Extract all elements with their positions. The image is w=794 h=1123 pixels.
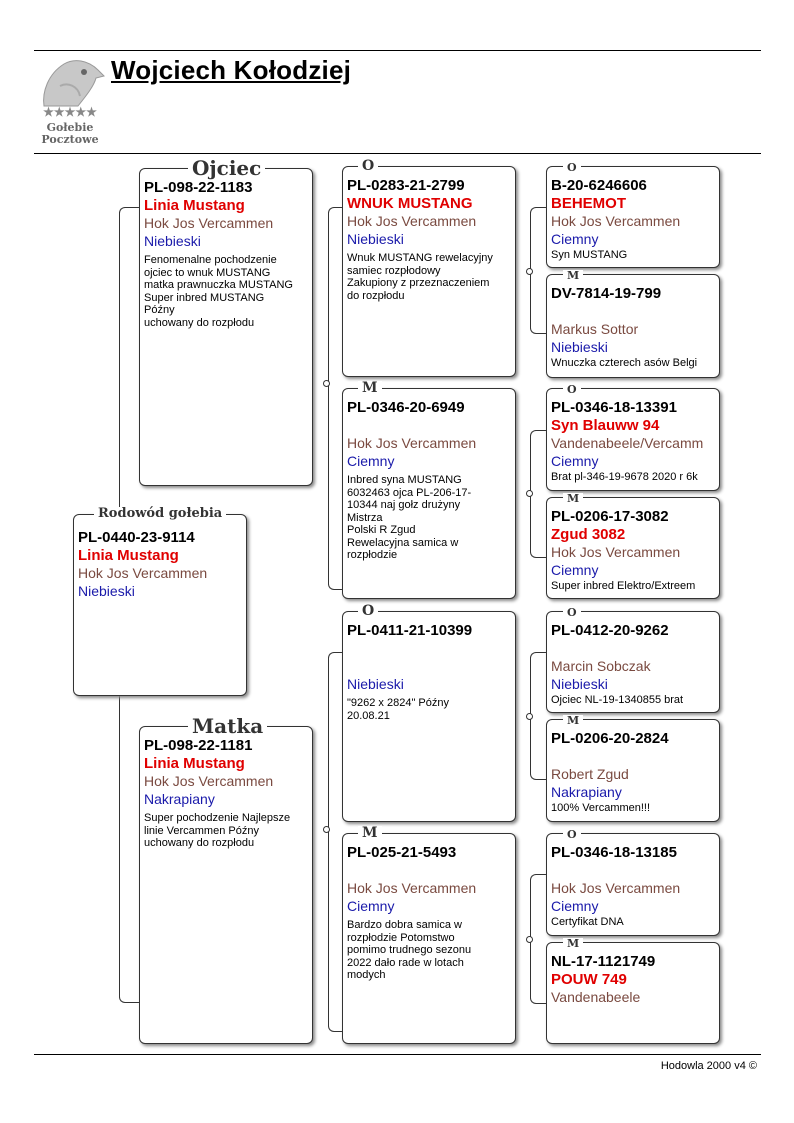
ring-number: PL-0440-23-9114: [78, 529, 195, 546]
pigeon-name: Linia Mustang: [78, 547, 179, 564]
breeder: Hok Jos Vercammen: [347, 880, 477, 896]
logo-line1: Gołebie: [46, 121, 94, 134]
notes: Bardzo dobra samica w rozpłodzie Potomstwo pomimo trudnego sezonu 2022 dało rade w lotach modych: [347, 919, 472, 981]
subject-card[interactable]: [73, 514, 247, 696]
connector-dot: [526, 490, 533, 497]
color: Niebieski: [78, 583, 135, 599]
color: Niebieski: [551, 676, 608, 692]
logo-line2: Pocztowe: [41, 133, 99, 146]
connector-mother-parents: [328, 652, 342, 1032]
color: Ciemny: [551, 453, 599, 469]
ring-number: PL-0346-18-13391: [551, 399, 677, 416]
notes: 100% Vercammen!!!: [551, 802, 651, 814]
notes: Brat pl-346-19-9678 2020 r 6k: [551, 471, 698, 483]
color: Ciemny: [551, 898, 599, 914]
mother-card[interactable]: [139, 726, 313, 1044]
ring-number: NL-17-1121749: [551, 953, 656, 970]
color: Nakrapiany: [551, 784, 622, 800]
father-card[interactable]: [139, 168, 313, 486]
pigeon-name: Linia Mustang: [144, 197, 245, 214]
color: Niebieski: [347, 676, 404, 692]
breeder: Hok Jos Vercammen: [551, 544, 681, 560]
fm-card[interactable]: [342, 388, 516, 599]
connector-dot: [526, 713, 533, 720]
page-title: Wojciech Kołodziej: [111, 55, 352, 85]
color: Ciemny: [551, 562, 599, 578]
dam-label: M: [358, 381, 382, 395]
pigeon-name: POUW 749: [551, 971, 627, 988]
breeder: Vandenabeele/Vercamm: [551, 435, 704, 451]
fff-card[interactable]: [546, 166, 720, 268]
ffm-card[interactable]: [546, 274, 720, 378]
pigeon-name: WNUK MUSTANG: [347, 195, 473, 212]
mm-card[interactable]: [342, 833, 516, 1044]
footer-rule: [34, 1054, 761, 1055]
connector-dot: [323, 826, 330, 833]
top-rule: [34, 50, 761, 51]
sire-label: O: [563, 384, 581, 395]
color: Niebieski: [347, 231, 404, 247]
color: Ciemny: [551, 231, 599, 247]
breeder: Robert Zgud: [551, 766, 629, 782]
notes: Ojciec NL-19-1340855 brat: [551, 694, 684, 706]
ring-number: PL-0346-18-13185: [551, 844, 677, 861]
notes: "9262 x 2824" Późny 20.08.21: [347, 697, 449, 722]
sire-label: O: [563, 162, 581, 173]
pigeon-name: Syn Blauww 94: [551, 417, 660, 434]
footer-credit: Hodowla 2000 v4 ©: [660, 1060, 757, 1072]
breeder: Marcin Sobczak: [551, 658, 651, 674]
dam-label: M: [358, 826, 382, 840]
header-rule: [34, 153, 761, 154]
dam-label: M: [563, 270, 583, 281]
ff-card[interactable]: [342, 166, 516, 377]
ring-number: PL-098-22-1183: [144, 179, 253, 196]
breeder: Hok Jos Vercammen: [551, 213, 681, 229]
notes: Super pochodzenie Najlepsze linie Vercammen Późny uchowany do rozpłodu: [144, 812, 291, 849]
color: Niebieski: [551, 339, 608, 355]
mmm-card[interactable]: [546, 942, 720, 1044]
breeder: Hok Jos Vercammen: [144, 773, 274, 789]
ring-number: PL-0283-21-2799: [347, 177, 465, 194]
breeder: Hok Jos Vercammen: [347, 213, 477, 229]
mf-card[interactable]: [342, 611, 516, 822]
fmf-card[interactable]: [546, 388, 720, 491]
notes: Inbred syna MUSTANG 6032463 ojca PL-206-17- 10344 naj gołz drużyny Mistrza Polski R Zgud Rewelacyjna samica w rozpłodzie: [347, 474, 472, 561]
pigeon-name: Zgud 3082: [551, 526, 626, 543]
ring-number: B-20-6246606: [551, 177, 647, 194]
connector-dot: [526, 936, 533, 943]
ring-number: DV-7814-19-799: [551, 285, 662, 302]
sire-label: O: [563, 607, 581, 618]
pigeon-name: BEHEMOT: [551, 195, 626, 212]
sire-label: O: [358, 604, 378, 618]
connector-dot: [526, 268, 533, 275]
breeder: Hok Jos Vercammen: [144, 215, 274, 231]
breeder: Hok Jos Vercammen: [78, 565, 208, 581]
connector-dot: [323, 380, 330, 387]
ring-number: PL-0206-20-2824: [551, 730, 669, 747]
breeder: Vandenabeele: [551, 989, 641, 1005]
ring-number: PL-098-22-1181: [144, 737, 253, 754]
mother-label: Matka: [188, 716, 267, 736]
pigeon-head-icon: [34, 56, 106, 108]
sire-label: O: [358, 159, 378, 173]
dam-label: M: [563, 715, 583, 726]
dam-label: M: [563, 493, 583, 504]
notes: Wnuk MUSTANG rewelacyjny samiec rozpłodowy Zakupiony z przeznaczeniem do rozpłodu: [347, 252, 493, 302]
notes: Certyfikat DNA: [551, 916, 624, 928]
ring-number: PL-0411-21-10399: [347, 622, 473, 639]
color: Ciemny: [347, 453, 395, 469]
breeder: Hok Jos Vercammen: [347, 435, 477, 451]
fmm-card[interactable]: [546, 497, 720, 599]
mfm-card[interactable]: [546, 719, 720, 822]
mmf-card[interactable]: [546, 833, 720, 936]
breeder: Hok Jos Vercammen: [551, 880, 681, 896]
connector-father-parents: [328, 207, 342, 590]
pedigree-label: Rodowód gołebia: [94, 507, 226, 520]
breeder: Markus Sottor: [551, 321, 639, 337]
notes: Super inbred Elektro/Extreem: [551, 580, 696, 592]
ring-number: PL-0346-20-6949: [347, 399, 465, 416]
notes: Wnuczka czterech asów Belgi: [551, 357, 698, 369]
mff-card[interactable]: [546, 611, 720, 713]
ring-number: PL-0206-17-3082: [551, 508, 669, 525]
logo-stars: ★★★★★: [43, 105, 97, 119]
color: Ciemny: [347, 898, 395, 914]
color: Nakrapiany: [144, 791, 215, 807]
notes: Fenomenalne pochodzenie ojciec to wnuk MUSTANG matka prawnuczka MUSTANG Super inbred MUSTANG Późny uchowany do rozpłodu: [144, 254, 293, 329]
pigeon-name: Linia Mustang: [144, 755, 245, 772]
dam-label: M: [563, 938, 583, 949]
ring-number: PL-0412-20-9262: [551, 622, 669, 639]
father-label: Ojciec: [188, 158, 265, 178]
color: Niebieski: [144, 233, 201, 249]
notes: Syn MUSTANG: [551, 249, 628, 261]
logo: [34, 56, 106, 148]
ring-number: PL-025-21-5493: [347, 844, 457, 861]
sire-label: O: [563, 829, 581, 840]
